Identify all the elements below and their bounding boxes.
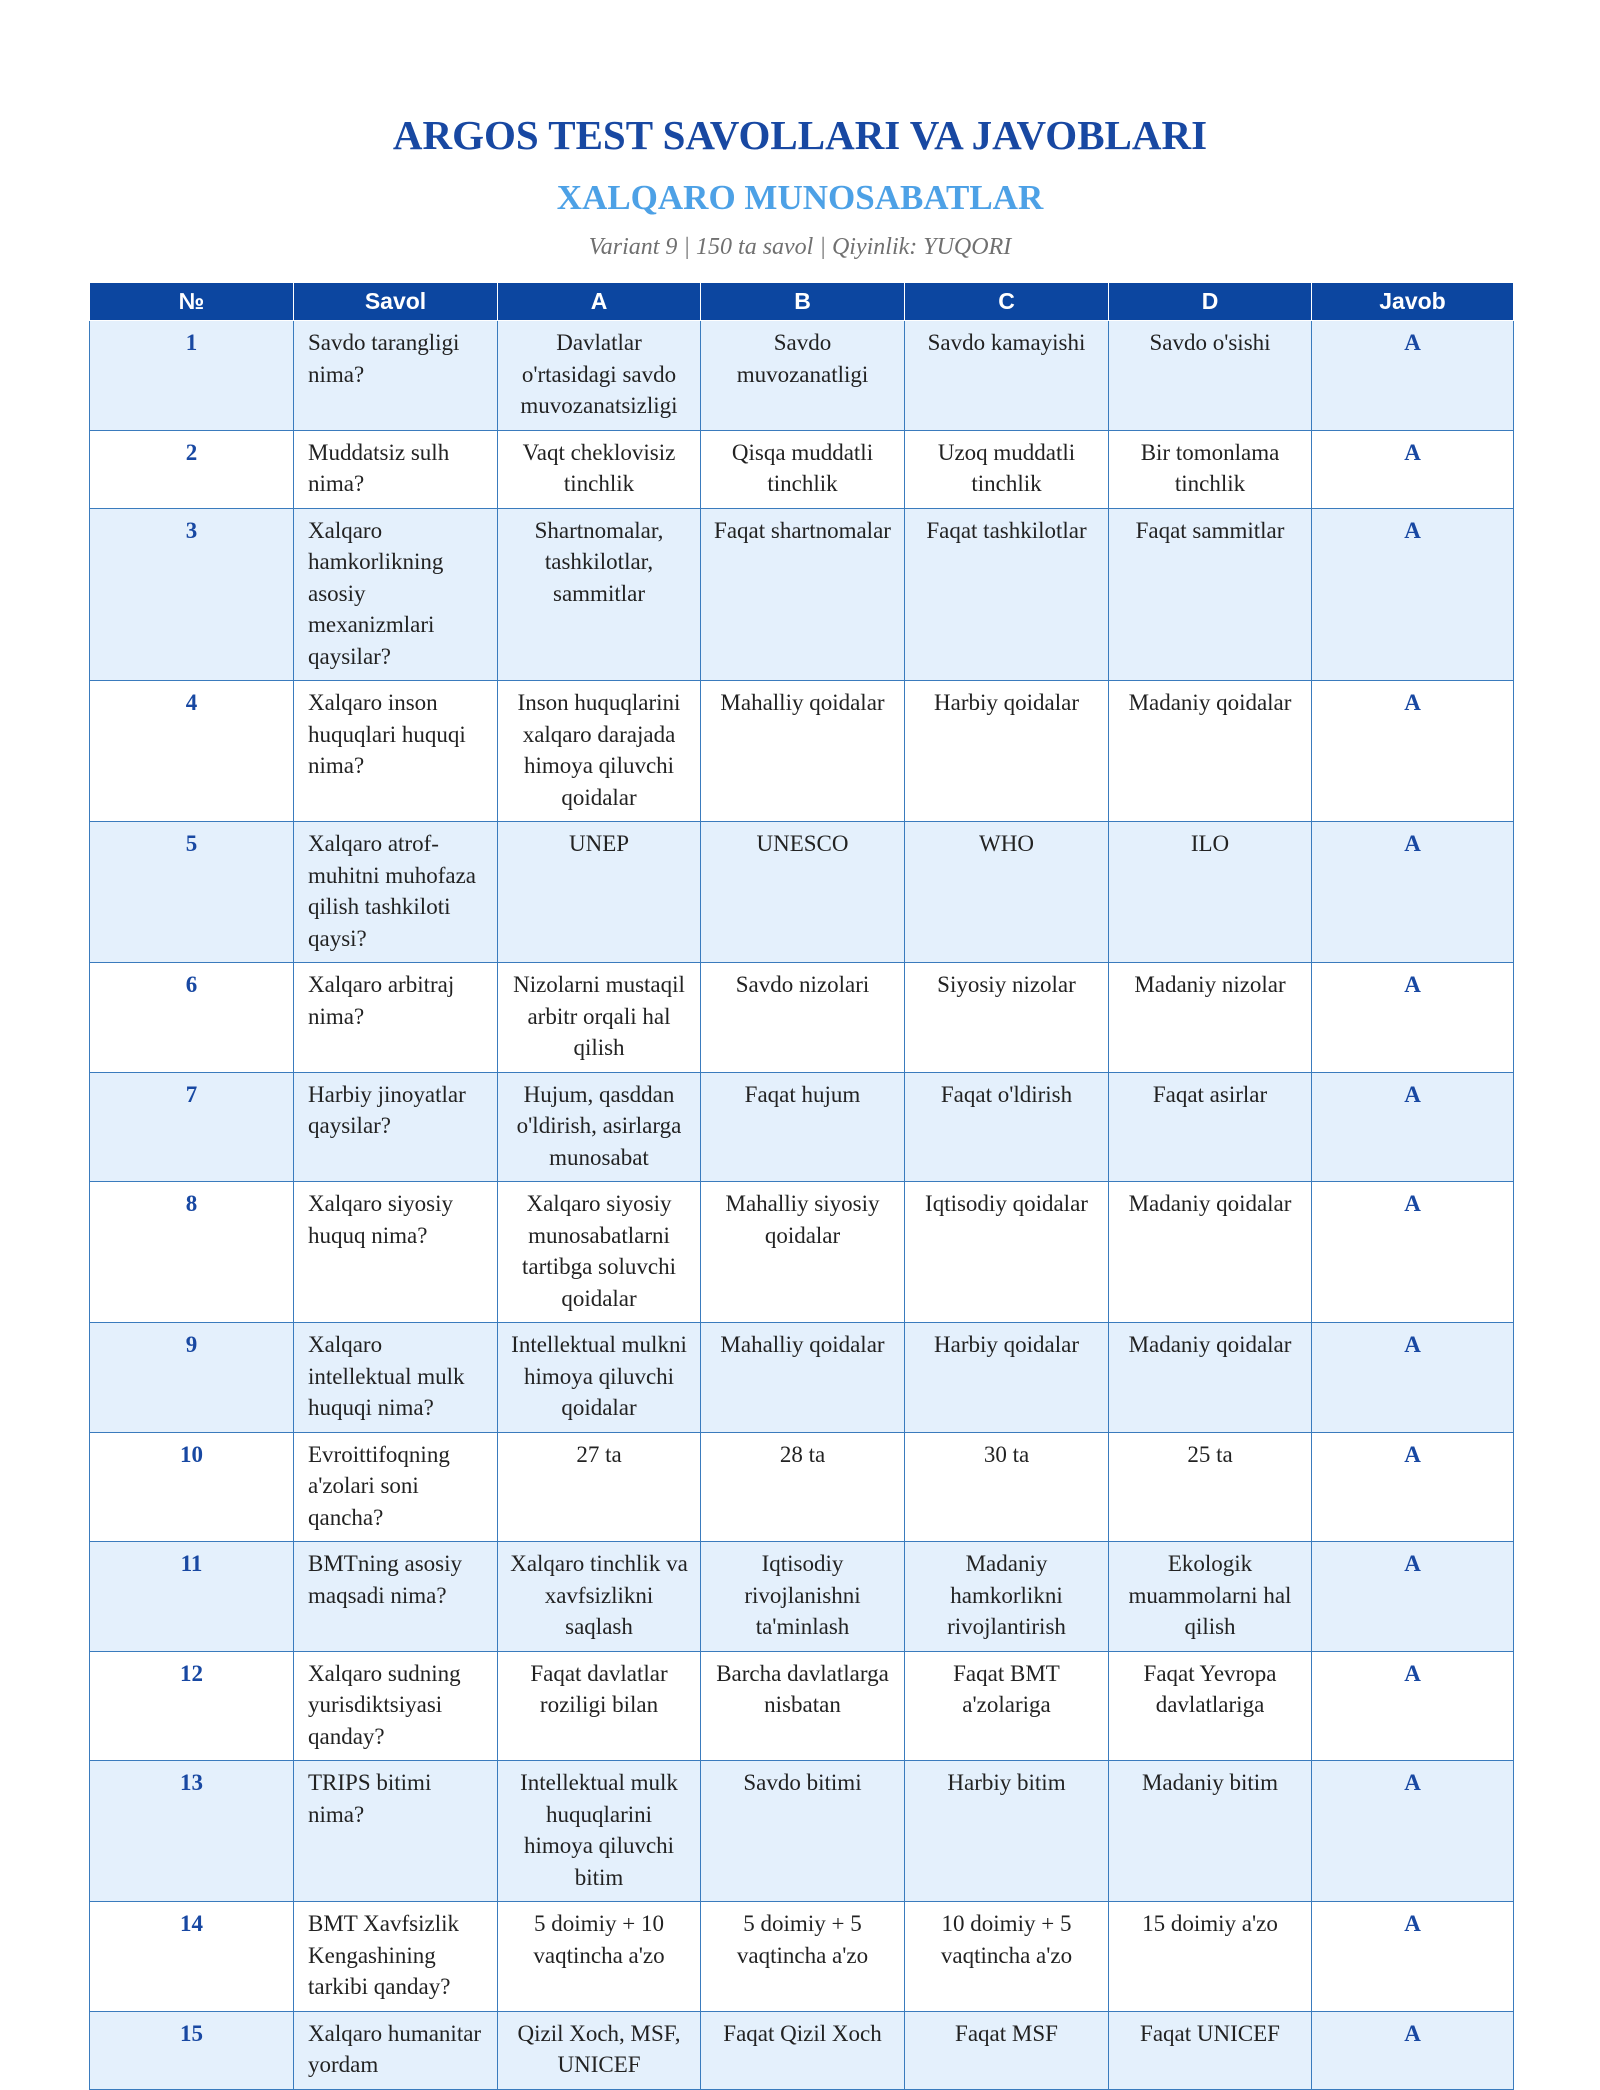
- table-row: [90, 681, 1514, 822]
- correct-answer: A: [1312, 321, 1514, 431]
- question-text: Harbiy jinoyatlar qaysilar?: [294, 1072, 498, 1182]
- option-a: Intellektual mulkni himoya qiluvchi qoidalar: [498, 1323, 701, 1433]
- question-number: 8: [90, 1182, 294, 1323]
- option-c: Harbiy qoidalar: [905, 681, 1109, 822]
- option-a: Davlatlar o'rtasidagi savdo muvozanatsizligi: [498, 321, 701, 431]
- correct-answer: A: [1312, 681, 1514, 822]
- correct-answer: A: [1312, 1072, 1514, 1182]
- question-number: 9: [90, 1323, 294, 1433]
- table-row: [90, 1542, 1514, 1652]
- option-a: Vaqt cheklovisiz tinchlik: [498, 430, 701, 508]
- question-number: 4: [90, 681, 294, 822]
- option-a: Faqat davlatlar roziligi bilan: [498, 1651, 701, 1761]
- correct-answer: A: [1312, 1542, 1514, 1652]
- option-b: Faqat Qizil Xoch: [701, 2011, 905, 2089]
- option-c: WHO: [905, 822, 1109, 963]
- table-row: [90, 822, 1514, 963]
- option-c: Iqtisodiy qoidalar: [905, 1182, 1109, 1323]
- option-a: Inson huquqlarini xalqaro darajada himoya qiluvchi qoidalar: [498, 681, 701, 822]
- option-b: Qisqa muddatli tinchlik: [701, 430, 905, 508]
- option-a: Xalqaro tinchlik va xavfsizlikni saqlash: [498, 1542, 701, 1652]
- correct-answer: A: [1312, 1182, 1514, 1323]
- table-row: [90, 508, 1514, 681]
- correct-answer: A: [1312, 430, 1514, 508]
- question-text: Xalqaro atrof-muhitni muhofaza qilish tashkiloti qaysi?: [294, 822, 498, 963]
- option-d: Madaniy qoidalar: [1109, 1323, 1312, 1433]
- option-c: Harbiy qoidalar: [905, 1323, 1109, 1433]
- question-text: Evroittifoqning a'zolari soni qancha?: [294, 1432, 498, 1542]
- option-d: Faqat sammitlar: [1109, 508, 1312, 681]
- option-b: 28 ta: [701, 1432, 905, 1542]
- option-b: UNESCO: [701, 822, 905, 963]
- header-number: №: [90, 283, 294, 321]
- header-option-b: B: [701, 283, 905, 321]
- question-number: 5: [90, 822, 294, 963]
- correct-answer: A: [1312, 1651, 1514, 1761]
- table-row: [90, 1651, 1514, 1761]
- table-row: [90, 1182, 1514, 1323]
- question-text: Savdo tarangligi nima?: [294, 321, 498, 431]
- header-option-a: A: [498, 283, 701, 321]
- correct-answer: A: [1312, 1902, 1514, 2012]
- correct-answer: A: [1312, 1323, 1514, 1433]
- table-row: [90, 1432, 1514, 1542]
- option-a: Nizolarni mustaqil arbitr orqali hal qilish: [498, 963, 701, 1073]
- option-a: 5 doimiy + 10 vaqtincha a'zo: [498, 1902, 701, 2012]
- header-answer: Javob: [1312, 283, 1514, 321]
- question-text: Xalqaro arbitraj nima?: [294, 963, 498, 1073]
- question-number: 14: [90, 1902, 294, 2012]
- question-text: Xalqaro inson huquqlari huquqi nima?: [294, 681, 498, 822]
- question-text: BMTning asosiy maqsadi nima?: [294, 1542, 498, 1652]
- option-d: ILO: [1109, 822, 1312, 963]
- table-row: [90, 1902, 1514, 2012]
- option-d: Bir tomonlama tinchlik: [1109, 430, 1312, 508]
- option-d: Faqat Yevropa davlatlariga: [1109, 1651, 1312, 1761]
- question-number: 3: [90, 508, 294, 681]
- header-question: Savol: [294, 283, 498, 321]
- table-row: [90, 2011, 1514, 2089]
- question-number: 2: [90, 430, 294, 508]
- option-c: Faqat o'ldirish: [905, 1072, 1109, 1182]
- variant-info: Variant 9 | 150 ta savol | Qiyinlik: YUQORI: [588, 234, 1012, 260]
- document-subtitle: XALQARO MUNOSABATLAR: [556, 178, 1044, 217]
- option-b: Faqat shartnomalar: [701, 508, 905, 681]
- option-d: Faqat asirlar: [1109, 1072, 1312, 1182]
- question-number: 12: [90, 1651, 294, 1761]
- option-d: 15 doimiy a'zo: [1109, 1902, 1312, 2012]
- option-b: Mahalliy qoidalar: [701, 681, 905, 822]
- question-text: Xalqaro intellektual mulk huquqi nima?: [294, 1323, 498, 1433]
- question-text: Muddatsiz sulh nima?: [294, 430, 498, 508]
- option-d: Madaniy qoidalar: [1109, 1182, 1312, 1323]
- option-c: Siyosiy nizolar: [905, 963, 1109, 1073]
- option-b: Savdo muvozanatligi: [701, 321, 905, 431]
- option-a: Shartnomalar, tashkilotlar, sammitlar: [498, 508, 701, 681]
- question-text: Xalqaro humanitar yordam: [294, 2011, 498, 2089]
- table-row: [90, 1323, 1514, 1433]
- header-option-d: D: [1109, 283, 1312, 321]
- table-row: [90, 1072, 1514, 1182]
- correct-answer: A: [1312, 1432, 1514, 1542]
- option-c: Faqat MSF: [905, 2011, 1109, 2089]
- table-body: [90, 321, 1514, 2090]
- option-a: Xalqaro siyosiy munosabatlarni tartibga soluvchi qoidalar: [498, 1182, 701, 1323]
- question-number: 7: [90, 1072, 294, 1182]
- option-a: Hujum, qasddan o'ldirish, asirlarga munosabat: [498, 1072, 701, 1182]
- table-row: [90, 963, 1514, 1073]
- option-b: Savdo bitimi: [701, 1761, 905, 1902]
- table-row: [90, 321, 1514, 431]
- correct-answer: A: [1312, 963, 1514, 1073]
- option-b: Mahalliy siyosiy qoidalar: [701, 1182, 905, 1323]
- correct-answer: A: [1312, 1761, 1514, 1902]
- option-c: Madaniy hamkorlikni rivojlantirish: [905, 1542, 1109, 1652]
- option-c: 10 doimiy + 5 vaqtincha a'zo: [905, 1902, 1109, 2012]
- question-number: 6: [90, 963, 294, 1073]
- option-c: Harbiy bitim: [905, 1761, 1109, 1902]
- question-number: 11: [90, 1542, 294, 1652]
- option-c: Savdo kamayishi: [905, 321, 1109, 431]
- option-d: Madaniy qoidalar: [1109, 681, 1312, 822]
- question-number: 13: [90, 1761, 294, 1902]
- option-b: Iqtisodiy rivojlanishni ta'minlash: [701, 1542, 905, 1652]
- option-c: Uzoq muddatli tinchlik: [905, 430, 1109, 508]
- option-d: 25 ta: [1109, 1432, 1312, 1542]
- option-a: 27 ta: [498, 1432, 701, 1542]
- option-a: UNEP: [498, 822, 701, 963]
- question-text: BMT Xavfsizlik Kengashining tarkibi qanday?: [294, 1902, 498, 2012]
- table-row: [90, 430, 1514, 508]
- correct-answer: A: [1312, 2011, 1514, 2089]
- question-text: Xalqaro sudning yurisdiktsiyasi qanday?: [294, 1651, 498, 1761]
- option-c: 30 ta: [905, 1432, 1109, 1542]
- questions-table: [89, 282, 1514, 2090]
- question-number: 10: [90, 1432, 294, 1542]
- option-b: Savdo nizolari: [701, 963, 905, 1073]
- option-b: Faqat hujum: [701, 1072, 905, 1182]
- option-d: Ekologik muammolarni hal qilish: [1109, 1542, 1312, 1652]
- correct-answer: A: [1312, 822, 1514, 963]
- question-number: 1: [90, 321, 294, 431]
- option-d: Madaniy bitim: [1109, 1761, 1312, 1902]
- question-text: Xalqaro hamkorlikning asosiy mexanizmlari qaysilar?: [294, 508, 498, 681]
- question-number: 15: [90, 2011, 294, 2089]
- table-header-row: [90, 283, 1514, 321]
- document-title: ARGOS TEST SAVOLLARI VA JAVOBLARI: [392, 112, 1208, 158]
- option-c: Faqat BMT a'zolariga: [905, 1651, 1109, 1761]
- option-c: Faqat tashkilotlar: [905, 508, 1109, 681]
- option-d: Madaniy nizolar: [1109, 963, 1312, 1073]
- option-a: Qizil Xoch, MSF, UNICEF: [498, 2011, 701, 2089]
- option-d: Faqat UNICEF: [1109, 2011, 1312, 2089]
- correct-answer: A: [1312, 508, 1514, 681]
- option-b: Barcha davlatlarga nisbatan: [701, 1651, 905, 1761]
- question-text: Xalqaro siyosiy huquq nima?: [294, 1182, 498, 1323]
- option-b: Mahalliy qoidalar: [701, 1323, 905, 1433]
- header-option-c: C: [905, 283, 1109, 321]
- option-b: 5 doimiy + 5 vaqtincha a'zo: [701, 1902, 905, 2012]
- table-row: [90, 1761, 1514, 1902]
- option-a: Intellektual mulk huquqlarini himoya qiluvchi bitim: [498, 1761, 701, 1902]
- option-d: Savdo o'sishi: [1109, 321, 1312, 431]
- question-text: TRIPS bitimi nima?: [294, 1761, 498, 1902]
